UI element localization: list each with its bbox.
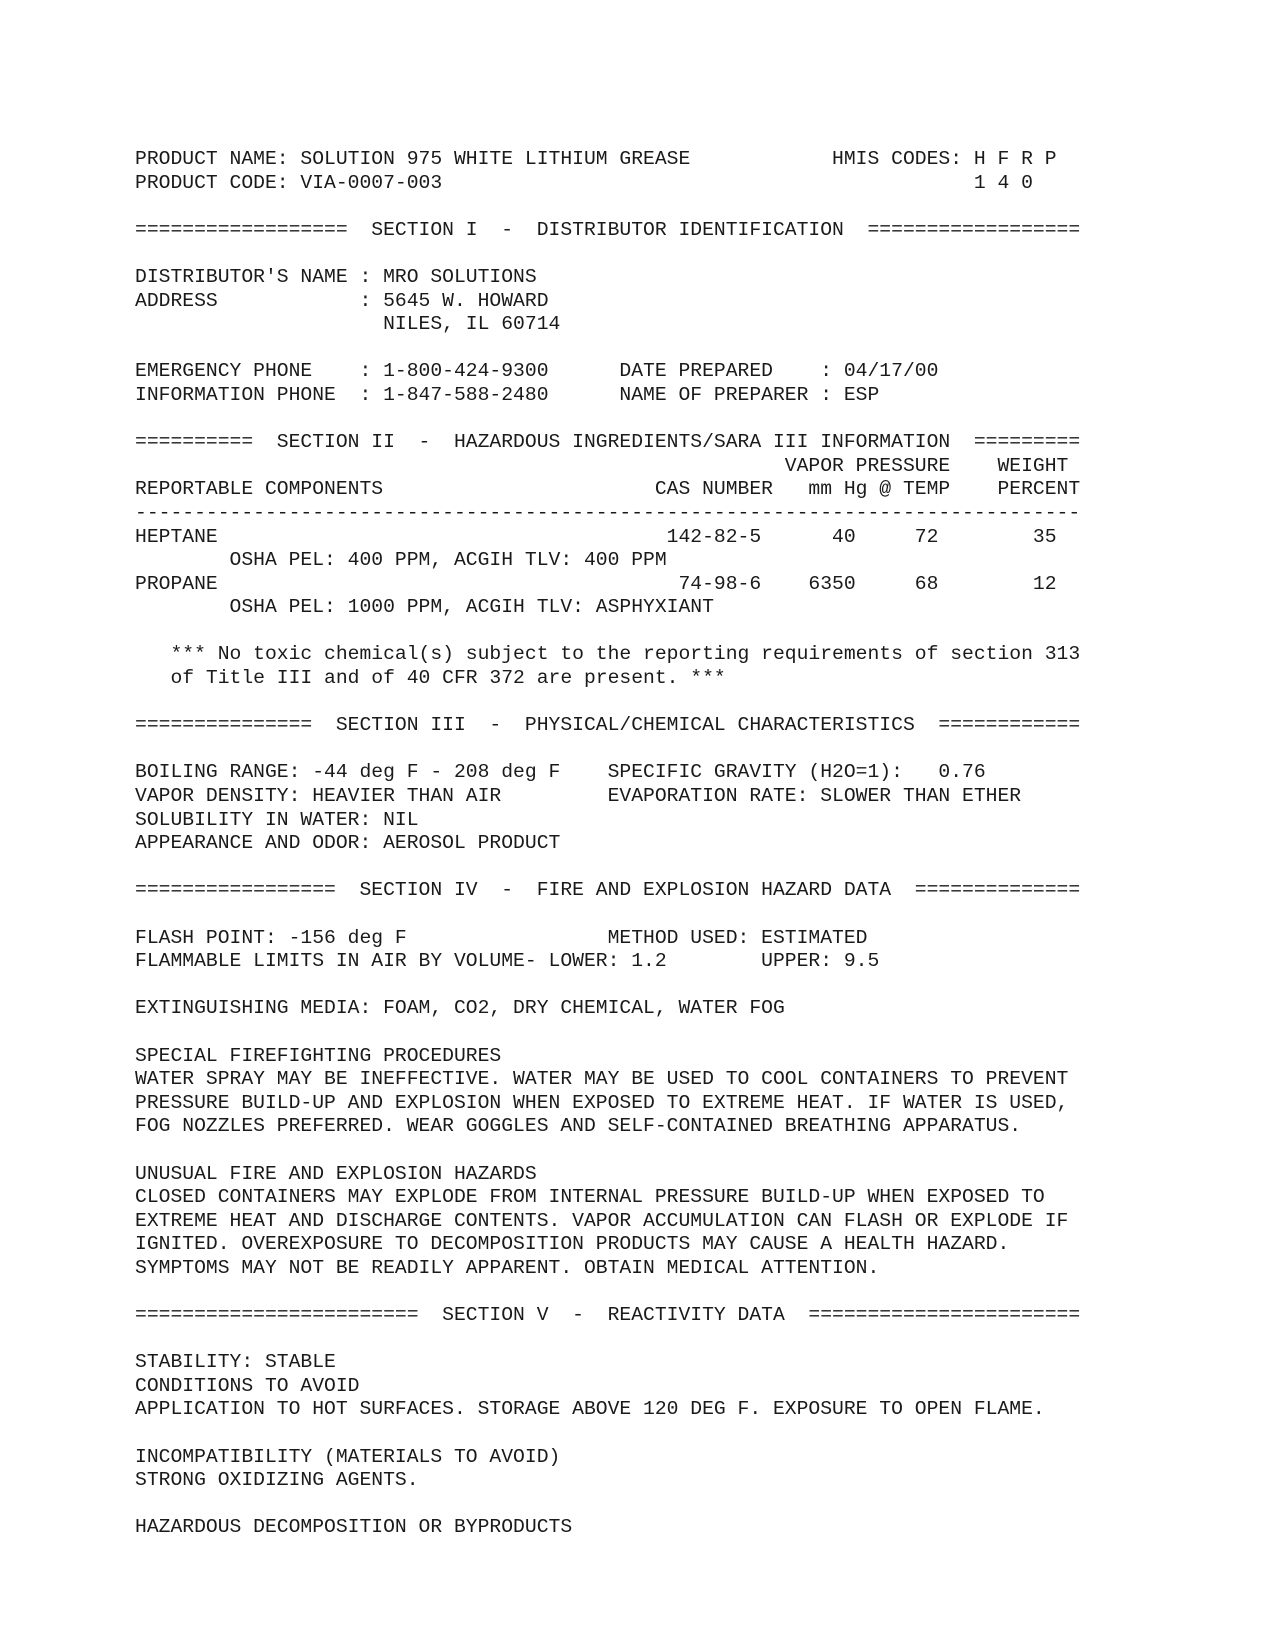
blank-line	[135, 620, 1080, 644]
document-line: HAZARDOUS DECOMPOSITION OR BYPRODUCTS	[135, 1516, 573, 1539]
document-line: NILES, IL 60714	[135, 313, 561, 336]
blank-line	[135, 1281, 1080, 1305]
document-line: *** No toxic chemical(s) subject to the reporting requirements of section 313	[135, 643, 1081, 666]
document-line: APPLICATION TO HOT SURFACES. STORAGE ABOVE 120 DEG F. EXPOSURE TO OPEN FLAME.	[135, 1398, 1045, 1421]
blank-line	[135, 691, 1080, 715]
document-line: STABILITY: STABLE	[135, 1351, 336, 1374]
document-line: ================== SECTION I - DISTRIBUTOR IDENTIFICATION ==================	[135, 218, 1081, 241]
document-line: PRODUCT CODE: VIA-0007-003 1 4 0	[135, 171, 1033, 194]
blank-line	[135, 1493, 1080, 1517]
document-line: VAPOR PRESSURE WEIGHT	[135, 454, 1069, 477]
document-line: DISTRIBUTOR'S NAME : MRO SOLUTIONS	[135, 265, 537, 288]
document-line: SYMPTOMS MAY NOT BE READILY APPARENT. OBTAIN MEDICAL ATTENTION.	[135, 1256, 880, 1279]
document-line: --------------------------------------------------------------------------------	[135, 501, 1081, 524]
blank-line	[135, 1139, 1080, 1163]
document-line: UNUSUAL FIRE AND EXPLOSION HAZARDS	[135, 1162, 537, 1185]
document-line: of Title III and of 40 CFR 372 are present. ***	[135, 667, 726, 690]
blank-line	[135, 1328, 1080, 1352]
blank-line	[135, 974, 1080, 998]
document-line: OSHA PEL: 400 PPM, ACGIH TLV: 400 PPM	[135, 549, 667, 572]
document-line: SPECIAL FIREFIGHTING PROCEDURES	[135, 1044, 502, 1067]
blank-line	[135, 1021, 1080, 1045]
document-line: CONDITIONS TO AVOID	[135, 1374, 360, 1397]
document-line: ================= SECTION IV - FIRE AND EXPLOSION HAZARD DATA ==============	[135, 879, 1081, 902]
document-line: =============== SECTION III - PHYSICAL/CHEMICAL CHARACTERISTICS ============	[135, 714, 1081, 737]
document-line: PROPANE 74-98-6 6350 68 12	[135, 572, 1057, 595]
document-line: PRODUCT NAME: SOLUTION 975 WHITE LITHIUM GREASE HMIS CODES: H F R P	[135, 148, 1057, 170]
blank-line	[135, 408, 1080, 432]
blank-line	[135, 738, 1080, 762]
document-line: EMERGENCY PHONE : 1-800-424-9300 DATE PREPARED : 04/17/00	[135, 360, 939, 383]
document-line: INFORMATION PHONE : 1-847-588-2480 NAME OF PREPARER : ESP	[135, 383, 880, 406]
document-line: APPEARANCE AND ODOR: AEROSOL PRODUCT	[135, 832, 561, 855]
blank-line	[135, 337, 1080, 361]
document-line: FOG NOZZLES PREFERRED. WEAR GOGGLES AND SELF-CONTAINED BREATHING APPARATUS.	[135, 1115, 1022, 1138]
document-line: ADDRESS : 5645 W. HOWARD	[135, 289, 549, 312]
document-line: ======================== SECTION V - REACTIVITY DATA =======================	[135, 1304, 1081, 1327]
document-line: OSHA PEL: 1000 PPM, ACGIH TLV: ASPHYXIANT	[135, 596, 714, 619]
document-line: ========== SECTION II - HAZARDOUS INGREDIENTS/SARA III INFORMATION =========	[135, 431, 1081, 454]
document-line: REPORTABLE COMPONENTS CAS NUMBER mm Hg @ TEMP PERCENT	[135, 478, 1081, 501]
document-line: SOLUBILITY IN WATER: NIL	[135, 808, 419, 831]
document-line: PRESSURE BUILD-UP AND EXPLOSION WHEN EXPOSED TO EXTREME HEAT. IF WATER IS USED,	[135, 1091, 1069, 1114]
document-line: FLASH POINT: -156 deg F METHOD USED: ESTIMATED	[135, 926, 868, 949]
blank-line	[135, 242, 1080, 266]
msds-document	[135, 148, 1080, 1540]
document-line: CLOSED CONTAINERS MAY EXPLODE FROM INTERNAL PRESSURE BUILD-UP WHEN EXPOSED TO	[135, 1186, 1045, 1209]
document-line: INCOMPATIBILITY (MATERIALS TO AVOID)	[135, 1445, 561, 1468]
blank-line	[135, 195, 1080, 219]
blank-line	[135, 1422, 1080, 1446]
document-line: EXTINGUISHING MEDIA: FOAM, CO2, DRY CHEMICAL, WATER FOG	[135, 997, 785, 1020]
document-line: VAPOR DENSITY: HEAVIER THAN AIR EVAPORATION RATE: SLOWER THAN ETHER	[135, 785, 1022, 808]
document-line: HEPTANE 142-82-5 40 72 35	[135, 525, 1057, 548]
blank-line	[135, 856, 1080, 880]
document-line: IGNITED. OVEREXPOSURE TO DECOMPOSITION PRODUCTS MAY CAUSE A HEALTH HAZARD.	[135, 1233, 1010, 1256]
document-line: FLAMMABLE LIMITS IN AIR BY VOLUME- LOWER: 1.2 UPPER: 9.5	[135, 950, 880, 973]
document-line: BOILING RANGE: -44 deg F - 208 deg F SPECIFIC GRAVITY (H2O=1): 0.76	[135, 761, 986, 784]
document-line: WATER SPRAY MAY BE INEFFECTIVE. WATER MAY BE USED TO COOL CONTAINERS TO PREVENT	[135, 1068, 1069, 1091]
blank-line	[135, 903, 1080, 927]
document-line: EXTREME HEAT AND DISCHARGE CONTENTS. VAPOR ACCUMULATION CAN FLASH OR EXPLODE IF	[135, 1209, 1069, 1232]
document-line: STRONG OXIDIZING AGENTS.	[135, 1469, 419, 1492]
